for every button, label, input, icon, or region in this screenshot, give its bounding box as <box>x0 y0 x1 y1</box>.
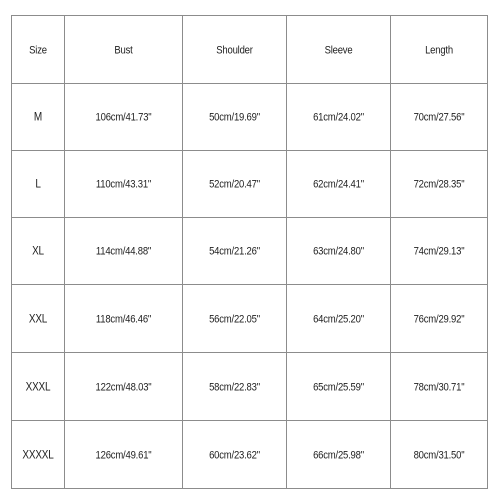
bust-cell: 114cm/44.88" <box>65 212 183 289</box>
header-size: Size <box>12 10 65 88</box>
size-chart-table <box>11 15 488 489</box>
bust-cell: 106cm/41.73" <box>65 78 183 155</box>
sleeve-cell: 66cm/25.98" <box>287 415 391 493</box>
size-cell: XXL <box>12 279 65 357</box>
length-cell: 78cm/30.71" <box>391 347 488 425</box>
bust-cell: 122cm/48.03" <box>65 347 183 425</box>
table-row <box>12 285 488 353</box>
length-cell: 80cm/31.50" <box>391 415 488 493</box>
table-row <box>12 353 488 421</box>
bust-cell: 110cm/43.31" <box>65 145 183 222</box>
table-row <box>12 151 488 218</box>
table-row <box>12 84 488 151</box>
header-length: Length <box>391 10 488 88</box>
length-cell: 76cm/29.92" <box>391 279 488 357</box>
header-shoulder: Shoulder <box>183 10 287 88</box>
size-cell: L <box>12 145 65 222</box>
header-bust: Bust <box>65 10 183 88</box>
shoulder-cell: 54cm/21.26" <box>183 212 287 289</box>
shoulder-cell: 60cm/23.62" <box>183 415 287 493</box>
size-cell: XXXXL <box>12 415 65 493</box>
size-cell: M <box>12 78 65 155</box>
bust-cell: 126cm/49.61" <box>65 415 183 493</box>
sleeve-cell: 62cm/24.41" <box>287 145 391 222</box>
shoulder-cell: 50cm/19.69" <box>183 78 287 155</box>
length-cell: 72cm/28.35" <box>391 145 488 222</box>
bust-cell: 118cm/46.46" <box>65 279 183 357</box>
length-cell: 74cm/29.13" <box>391 212 488 289</box>
shoulder-cell: 56cm/22.05" <box>183 279 287 357</box>
sleeve-cell: 64cm/25.20" <box>287 279 391 357</box>
sleeve-cell: 65cm/25.59" <box>287 347 391 425</box>
table-row <box>12 421 488 489</box>
shoulder-cell: 58cm/22.83" <box>183 347 287 425</box>
size-cell: XL <box>12 212 65 289</box>
size-cell: XXXL <box>12 347 65 425</box>
header-row <box>12 16 488 84</box>
sleeve-cell: 63cm/24.80" <box>287 212 391 289</box>
length-cell: 70cm/27.56" <box>391 78 488 155</box>
header-sleeve: Sleeve <box>287 10 391 88</box>
sleeve-cell: 61cm/24.02" <box>287 78 391 155</box>
shoulder-cell: 52cm/20.47" <box>183 145 287 222</box>
table-row <box>12 218 488 285</box>
